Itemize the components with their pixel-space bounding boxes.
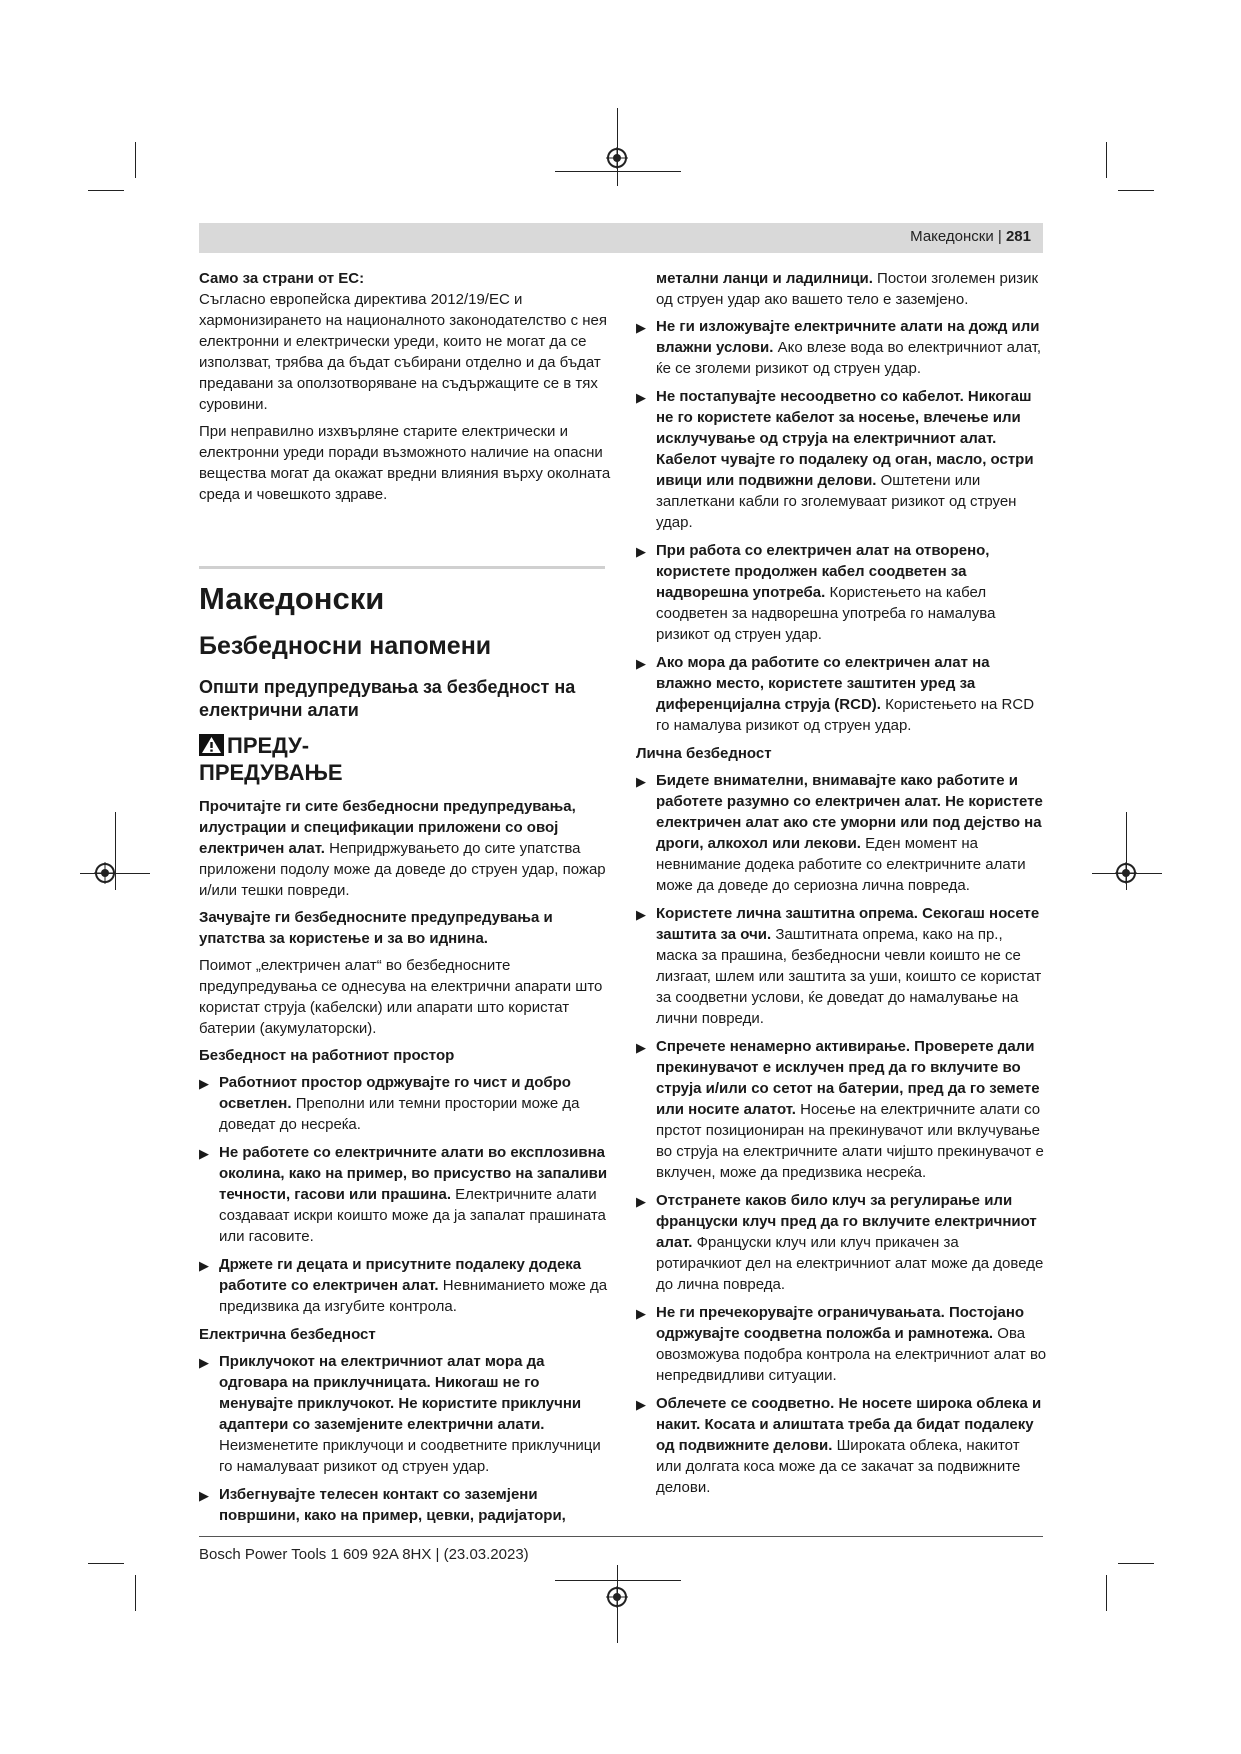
list-item: ▶ Ако мора да работите со електричен алат на влажно место, користете заштитен уред за диференцијална струја (RCD). Користењето на RCD го намалува ризикот од струен удар. — [636, 654, 1035, 734]
bullet-arrow-icon: ▶ — [636, 1194, 646, 1209]
list-item: ▶ Држете ги децата и присутните подалеку додека работите со електричен алат. Невниманието може да предизвика да изгубите контрола. — [199, 1256, 608, 1315]
bullet-arrow-icon: ▶ — [636, 1306, 646, 1321]
crop-mark — [88, 1563, 124, 1564]
registration-line — [555, 171, 681, 172]
crop-mark — [88, 190, 124, 191]
header-text: Македонски | 281 — [910, 228, 1031, 245]
bullet-arrow-icon: ▶ — [199, 1146, 209, 1161]
list-item: ▶ Не постапувајте несоодветно со кабелот. Никогаш не го користете кабелот за носење, влечење или исклучување од струја на електричниот алат. Кабелот чувајте го подалеку од оган, масло, остри ивици или подвижни делови. Оштетени или заплеткани кабли го зголемуваат ризикот од струен удар. — [636, 388, 1034, 531]
personal-safety-heading: Лична безбедност — [636, 745, 772, 762]
bullet-arrow-icon: ▶ — [636, 320, 646, 335]
warning-block — [199, 732, 611, 796]
crop-mark — [1106, 142, 1107, 178]
bg-paragraph-2: При неправилно изхвърляне старите електрически и електронни уреди поради възможното наличие на опасни вещества могат да окажат вредни влияния върху околната среда и човешкото здраве. — [199, 423, 611, 503]
language-title: Македонски — [199, 581, 385, 616]
continued-paragraph: метални ланци и ладилници. Постои зголемен ризик од струен удар ако вашето тело е заземјено. — [656, 270, 1039, 308]
registration-target-icon — [606, 1586, 628, 1608]
bullet-arrow-icon: ▶ — [636, 390, 646, 405]
registration-target-icon — [606, 147, 628, 169]
crop-mark — [1118, 190, 1154, 191]
work-area-heading: Безбедност на работниот простор — [199, 1047, 455, 1064]
subsection-title: Општи предупредувања за безбедност на електрични алати — [199, 677, 576, 720]
bullet-arrow-icon: ▶ — [636, 774, 646, 789]
bullet-arrow-icon: ▶ — [636, 1040, 646, 1055]
bg-paragraph-1: Съгласно европейска директива 2012/19/ЕС и хармонизирането на националното законодателство с нея електронни и електрически уреди, които не могат да се използват, трябва да бъдат събирани отделно и да бъдат предавани за оползотворяване на съдържащите се в тях суровини. — [199, 291, 607, 413]
list-item: ▶ Приклучокот на електричниот алат мора да одговара на приклучницата. Никогаш не го менувајте приклучокот. Не користите приклучни адаптери со заземјените електрични алати. Неизменетите приклучоци и соодветните приклучници го намалуваат ризикот од струен удар. — [199, 1353, 601, 1475]
warning-label — [199, 732, 349, 786]
bg-heading: Само за страни от ЕС: — [199, 270, 365, 287]
registration-line — [555, 1580, 681, 1581]
bullet-arrow-icon: ▶ — [199, 1076, 209, 1091]
warning-triangle-icon — [199, 734, 224, 756]
registration-target-icon — [94, 862, 116, 884]
term-definition: Поимот „електричен алат“ во безбедносните предупредувања се однесува на електрични апарати што користат струја (кабелски) или апарати што користат батерии (акумулаторски). — [199, 957, 603, 1037]
list-item: ▶ Работниот простор одржувајте го чист и добро осветлен. Преполни или темни простории може да доведат до несреќа. — [199, 1074, 580, 1133]
list-item: ▶ Не работете со електричните алати во експлозивна околина, како на пример, во присуство на запаливи течности, гасови или прашина. Електричните алати создаваат искри коишто може да ја запалат прашината или гасовите. — [199, 1144, 608, 1245]
list-item: ▶ Не ги пречекорувајте ограничувањата. Постојано одржувајте соодветна положба и рамнотежа. Ова овозможува подобра контрола на електричниот алат во непредвидливи ситуации. — [636, 1304, 1047, 1384]
list-item: ▶ Избегнувајте телесен контакт со заземјени површини, како на пример, цевки, радијатори, — [199, 1486, 566, 1524]
crop-mark — [1118, 1563, 1154, 1564]
list-item: ▶ Користете лична заштитна опрема. Секогаш носете заштита за очи. Заштитната опрема, како на пр., маска за прашина, безбедносни чевли коишто не се лизгаат, шлем или заштита за уши, коишто се користат за соодветни услови, ќе доведат до намалување на лични повреди. — [636, 905, 1042, 1027]
bullet-arrow-icon: ▶ — [199, 1488, 209, 1503]
bullet-arrow-icon: ▶ — [636, 656, 646, 671]
list-item: ▶ Не ги изложувајте електричните алати на дожд или влажни услови. Ако влезе вода во електричниот алат, ќе се зголеми ризикот од струен удар. — [636, 318, 1042, 377]
warning-paragraph — [199, 796, 611, 901]
list-item: ▶ Отстранете каков било клуч за регулирање или француски клуч пред да го вклучите електричниот алат. Француски клуч или клуч прикачен за ротирачкиот дел на електричниот алат може да доведе до лична повреда. — [636, 1192, 1044, 1293]
crop-mark — [135, 1575, 136, 1611]
section-divider — [199, 566, 605, 569]
warning-bold: Прочитајте ги сите безбедносни предупредувања, илустрации и спецификации приложени со овој електричен алат. — [199, 798, 576, 857]
registration-target-icon — [1115, 862, 1137, 884]
footer-rule — [199, 1536, 1043, 1537]
electrical-heading: Електрична безбедност — [199, 1326, 376, 1343]
bullet-arrow-icon: ▶ — [636, 907, 646, 922]
page-footer: Bosch Power Tools 1 609 92A 8HX | (23.03.2023) — [199, 1546, 529, 1563]
warning-text: Непридржувањето до сите упатства приложени подолу може да доведе до струен удар, пожар и/или тешки повреди. — [199, 840, 606, 899]
list-item: ▶ Спречете ненамерно активирање. Проверете дали прекинувачот е исклучен пред да го вклучите во струја и/или со сетот на батерии, пред да го земете или носите алатот. Носење на електричните алати со прстот позициониран на прекинувачот или вклучување во струја на електричните алати чијшто прекинувачот е вклучен, може да предизвика несреќа. — [636, 1038, 1044, 1181]
page-header — [199, 223, 1043, 253]
warning-label-text: ПРЕДУ-ПРЕДУВАЊЕ — [199, 733, 343, 785]
crop-mark — [135, 142, 136, 178]
bullet-arrow-icon: ▶ — [199, 1258, 209, 1273]
section-title: Безбедносни напомени — [199, 632, 492, 660]
left-column-main — [199, 580, 611, 1533]
page-number: 281 — [1005, 228, 1031, 245]
header-section: Македонски — [910, 228, 994, 245]
right-column — [636, 268, 1048, 1505]
bullet-arrow-icon: ▶ — [636, 1397, 646, 1412]
bullet-arrow-icon: ▶ — [636, 544, 646, 559]
list-item: ▶ Облечете се соодветно. Не носете широка облека и накит. Косата и алиштата треба да бидат подалеку од подвижните делови. Широката облека, накитот или долгата коса може да се закачат за подвижните делови. — [636, 1395, 1042, 1496]
keep-instructions: Зачувајте ги безбедносните предупредувања и упатства за користење и за во иднина. — [199, 909, 553, 947]
bullet-arrow-icon: ▶ — [199, 1355, 209, 1370]
crop-mark — [1106, 1575, 1107, 1611]
left-column — [199, 268, 611, 511]
list-item: ▶ При работа со електричен алат на отворено, користете продолжен кабел соодветен за надворешна употреба. Користењето на кабел соодветен за надворешна употреба го намалува ризикот од струен удар. — [636, 542, 996, 643]
list-item: ▶ Бидете внимателни, внимавајте како работите и работете разумно со електричен алат. Не користете електричен алат ако сте уморни или под дејство на дроги, алкохол или лекови. Еден момент на невнимание додека работите со електричните алати може да доведе до сериозна лична повреда. — [636, 772, 1043, 894]
